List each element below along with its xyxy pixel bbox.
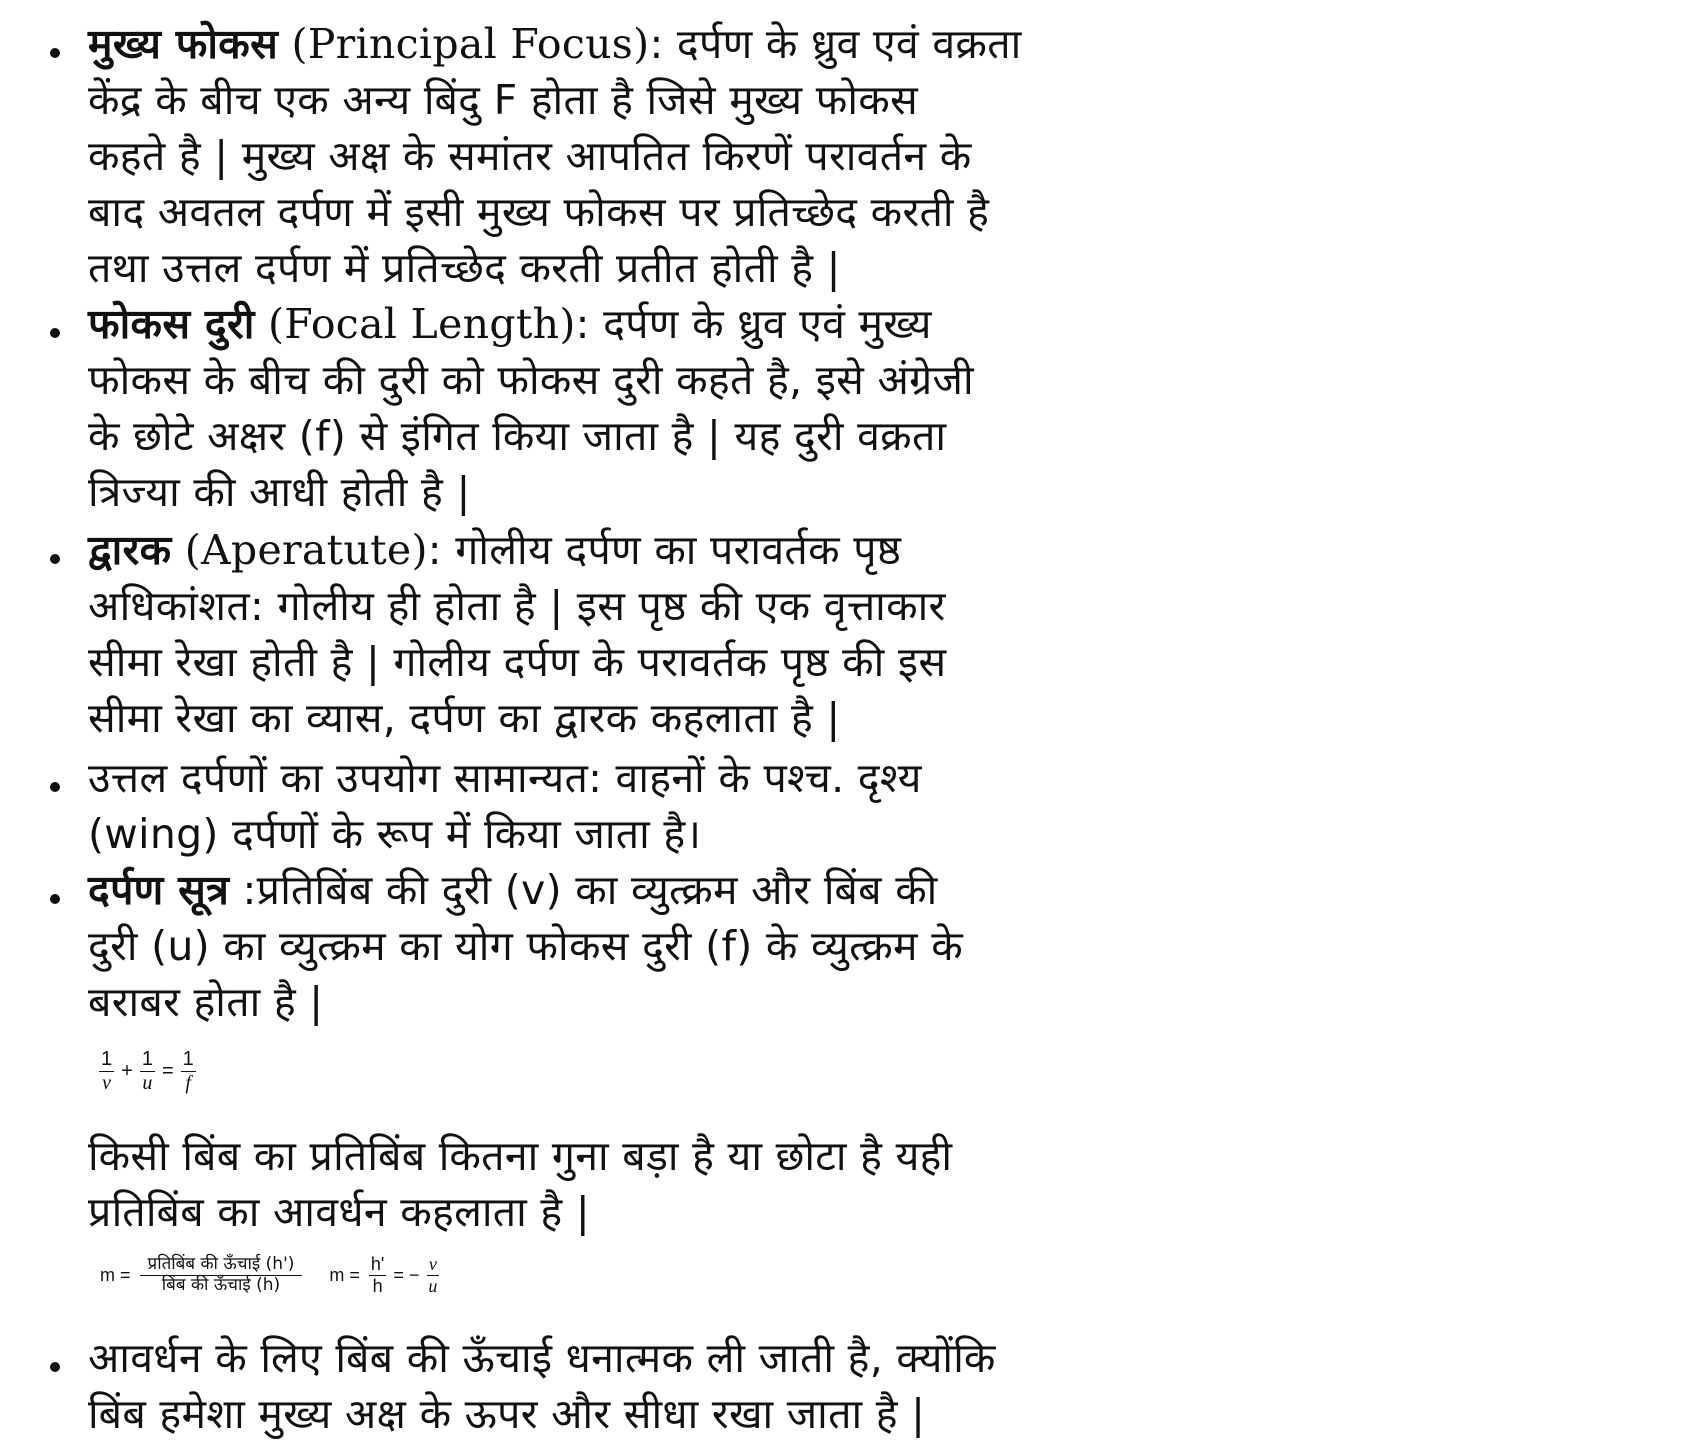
magnification-line-2: प्रतिबिंब का आवर्धन कहलाता है | xyxy=(88,1188,590,1236)
plus-sign: + xyxy=(121,1060,133,1082)
fraction-1-over-f: $\frac{1}{f}$ xyxy=(182,1048,194,1094)
item-5-line-1 xyxy=(88,862,938,918)
item-5-text: प्रतिबिंब की दुरी (v) का व्युत्क्रम और बिंब की xyxy=(256,866,938,914)
last-line-2: बिंब हमेशा मुख्य अक्ष के ऊपर और सीधा रखा जाता है | xyxy=(88,1390,926,1438)
item-1-line-2: केंद्र के बीच एक अन्य बिंदु F होता है जिसे मुख्य फोकस xyxy=(88,76,919,124)
equals-minus: = − xyxy=(393,1264,420,1285)
item-3-line-1 xyxy=(88,522,901,578)
item-1-line-5: तथा उत्तल दर्पण में प्रतिच्छेद करती प्रतीत होती है | xyxy=(88,244,841,292)
bullet-1 xyxy=(50,48,60,58)
item-4-line-2: (wing) दर्पणों के रूप में किया जाता है। xyxy=(88,810,702,858)
sep: : xyxy=(649,20,664,68)
item-1-line-3: कहते है | मुख्य अक्ष के समांतर आपतित किरणें परावर्तन के xyxy=(88,132,972,180)
item-5-line-2: दुरी (u) का व्युत्क्रम का योग फोकस दुरी (f) के व्युत्क्रम के xyxy=(88,922,963,970)
fraction-1-over-v: $\frac{1}{v}$ xyxy=(101,1048,113,1094)
m-equals: m = xyxy=(100,1264,131,1285)
bullet-4 xyxy=(50,782,60,792)
bullet-2 xyxy=(50,328,60,338)
equals-sign: = xyxy=(161,1060,174,1082)
magnification-formula xyxy=(100,1254,442,1296)
item-1-line-4: बाद अवतल दर्पण में इसी मुख्य फोकस पर प्रतिच्छेद करती है xyxy=(88,188,990,236)
fraction-1-over-u: $\frac{1}{u}$ xyxy=(141,1048,153,1094)
item-1-text: दर्पण के ध्रुव एवं वक्रता xyxy=(676,20,1022,68)
h-ratio-fraction: $\frac{h'}{h}$ xyxy=(370,1254,385,1296)
item-2-line-4: त्रिज्या की आधी होती है | xyxy=(88,468,471,516)
item-3-line-4: सीमा रेखा का व्यास, दर्पण का द्वारक कहलाता है | xyxy=(88,694,841,742)
term-principal-focus-en: (Principal Focus) xyxy=(291,20,650,68)
item-3-line-2: अधिकांशत: गोलीय ही होता है | इस पृष्ठ की एक वृत्ताकार xyxy=(88,582,946,630)
sep: : xyxy=(575,300,590,348)
bullet-5 xyxy=(50,894,60,904)
item-2-line-1 xyxy=(88,296,932,352)
term-aperture-en: (Aperatute) xyxy=(184,526,428,574)
item-2-line-3: के छोटे अक्षर (f) से इंगित किया जाता है | यह दुरी वक्रता xyxy=(88,412,947,460)
bullet-3 xyxy=(50,554,60,564)
sep: : xyxy=(427,526,442,574)
item-2-text: दर्पण के ध्रुव एवं मुख्य xyxy=(603,300,932,348)
term-mirror-formula: दर्पण सूत्र xyxy=(88,866,230,914)
mirror-formula xyxy=(96,1048,199,1095)
last-line-1: आवर्धन के लिए बिंब की ऊँचाई धनात्मक ली जाती है, क्योंकि xyxy=(88,1334,996,1382)
item-3-text: गोलीय दर्पण का परावर्तक पृष्ठ xyxy=(455,526,902,574)
bullet-6 xyxy=(50,1362,60,1372)
magnification-line-1: किसी बिंब का प्रतिबिंब कितना गुना बड़ा है या छोटा है यही xyxy=(88,1132,953,1180)
term-focal-length-en: (Focal Length) xyxy=(268,300,576,348)
item-5-line-3: बराबर होता है | xyxy=(88,978,324,1026)
sep: : xyxy=(242,866,257,914)
item-3-line-3: सीमा रेखा होती है | गोलीय दर्पण के परावर्तक पृष्ठ की इस xyxy=(88,638,947,686)
item-1-line-1 xyxy=(88,16,1022,72)
item-2-line-2: फोकस के बीच की दुरी को फोकस दुरी कहते है, इसे अंग्रेजी xyxy=(88,356,974,404)
item-4-line-1: उत्तल दर्पणों का उपयोग सामान्यत: वाहनों के पश्च. दृश्य xyxy=(88,754,922,802)
term-principal-focus: मुख्य फोकस xyxy=(88,20,279,68)
height-ratio-fraction: $\frac{\text{प्रतिबिंब की ऊँचाई (h')}}{\text{बिंब की ऊँचाई (h)}}$ xyxy=(140,1255,303,1295)
m-equals-2: m = xyxy=(329,1264,360,1285)
term-aperture: द्वारक xyxy=(88,526,172,574)
term-focal-length: फोकस दुरी xyxy=(88,300,255,348)
v-over-u-fraction: $\frac{v}{u}$ xyxy=(428,1254,438,1296)
